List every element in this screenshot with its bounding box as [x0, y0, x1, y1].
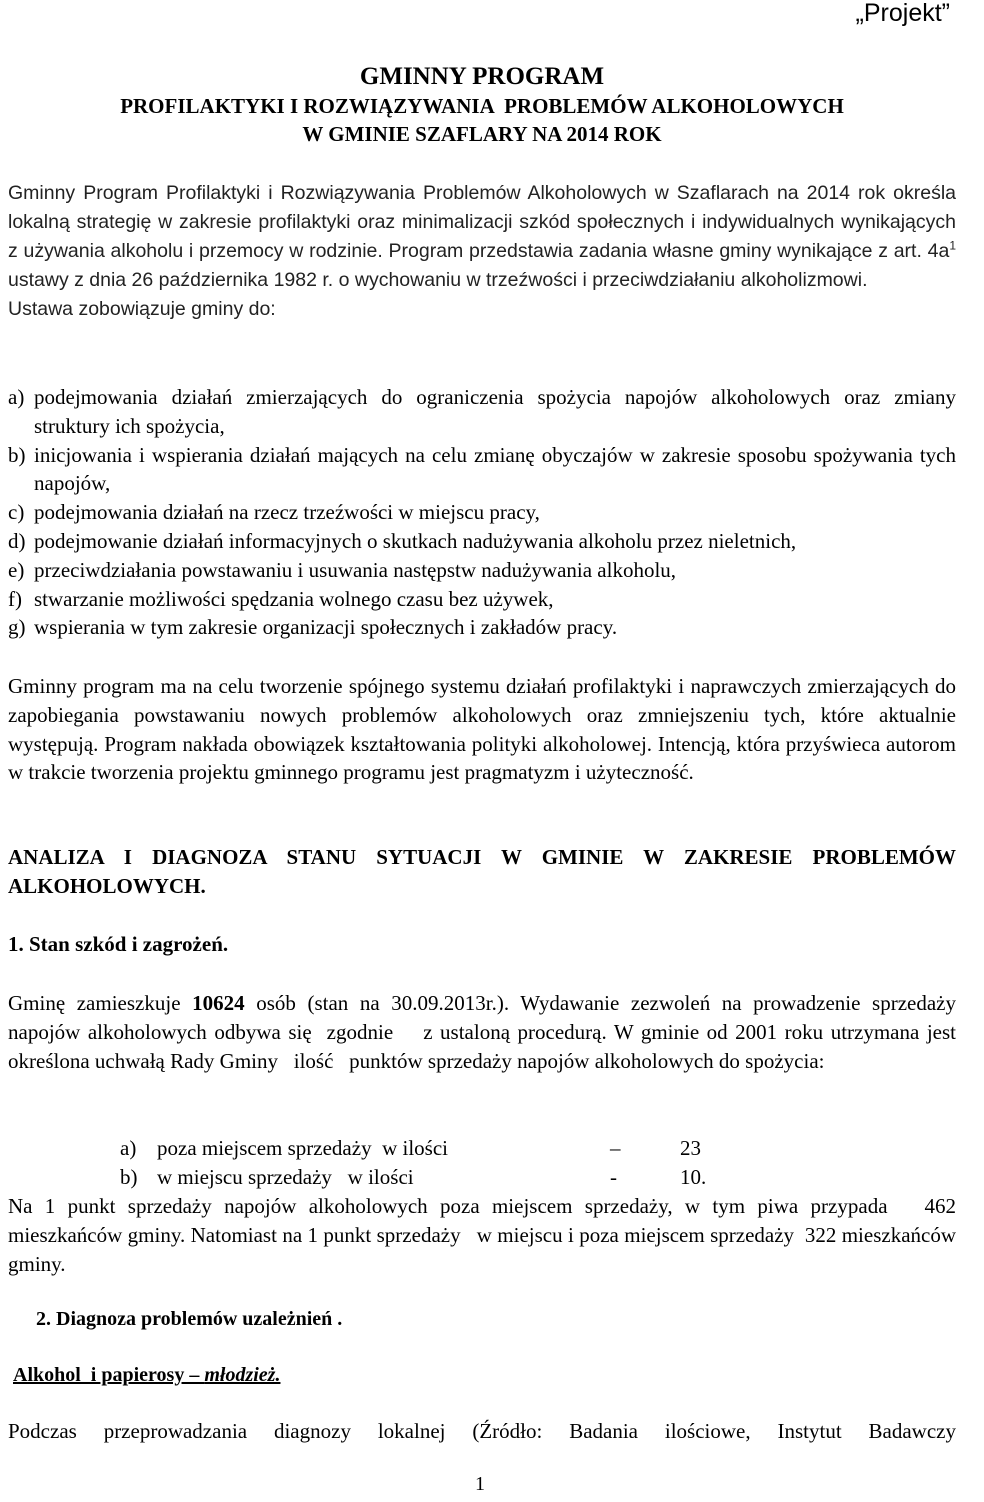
sales-point-dash: -	[610, 1165, 617, 1189]
intro-text-2: ustawy z dnia 26 października 1982 r. o wychowaniu w trzeźwości i przeciwdziałaniu alkoholizmowi.	[8, 269, 868, 291]
list-item	[8, 527, 956, 556]
list-item	[8, 498, 956, 527]
sales-point-label: w miejscu sprzedaży w ilości	[157, 1165, 414, 1189]
list-marker: d)	[8, 528, 26, 553]
obligations-list	[8, 383, 956, 642]
title-line-3: W GMINIE SZAFLARY NA 2014 ROK	[302, 122, 662, 146]
analysis-heading: ANALIZA I DIAGNOZA STANU SYTUACJI W GMINIE W ZAKRESIE PROBLEMÓW ALKOHOLOWYCH.	[8, 845, 956, 898]
list-text: wspierania w tym zakresie organizacji społecznych i zakładów pracy.	[34, 615, 618, 640]
sales-point-dash: –	[610, 1136, 621, 1160]
title-line-2: PROFILAKTYKI I ROZWIĄZYWANIA PROBLEMÓW ALKOHOLOWYCH	[120, 94, 844, 118]
page-number: 1	[475, 1473, 485, 1495]
intro-text-1: Gminny Program Profilaktyki i Rozwiązywania Problemów Alkoholowych w Szaflarach na 2014 rok określa lokalną strategię w zakresie profilaktyki oraz minimalizacji szkód społecznych i indywidualnych wynikających z używania alkoholu i przemocy w rodzinie. Program przedstawia zadania własne gminy wynikające z art. 4a	[8, 182, 956, 262]
list-item	[8, 441, 956, 499]
ratio-paragraph: Na 1 punkt sprzedaży napojów alkoholowych poza miejscem sprzedaży, w tym piwa przypada 462 mieszkańców gminy. Natomiast na 1 punkt sprzedaży w miejscu i poza miejscem sprzedaży 322 mieszkańców gminy.	[8, 1194, 962, 1276]
section-1-heading: 1. Stan szkód i zagrożeń.	[8, 932, 229, 956]
alcohol-subheading-italic: młodzież.	[204, 1364, 281, 1386]
sales-point-label: poza miejscem sprzedaży w ilości	[157, 1136, 448, 1160]
list-item	[8, 613, 956, 642]
alcohol-subheading	[13, 1361, 961, 1390]
list-item	[8, 585, 956, 614]
sales-point-value: 23	[680, 1136, 701, 1160]
section-2-heading: 2. Diagnoza problemów uzależnień .	[36, 1308, 343, 1330]
list-marker: a)	[120, 1136, 137, 1160]
document-title	[8, 62, 956, 148]
list-marker: b)	[120, 1165, 138, 1189]
list-item	[8, 383, 956, 441]
list-marker: a)	[8, 385, 25, 409]
alcohol-subheading-main: Alkohol i papierosy –	[13, 1364, 205, 1386]
list-text: przeciwdziałania powstawaniu i usuwania następstw nadużywania alkoholu,	[34, 557, 677, 582]
population-prefix: Gminę zamieszkuje	[8, 991, 193, 1015]
population-suffix: osób (stan na 30.09.2013r.). Wydawanie zezwoleń na prowadzenie sprzedaży napojów alkoholowych odbywa się zgodnie z ustaloną procedurą. W gminie od 2001 roku utrzymana jest określona uchwałą Rady Gminy ilość punktów sprzedaży napojów alkoholowych do spożycia:	[8, 991, 972, 1073]
sales-point-value: 10.	[680, 1165, 707, 1189]
list-marker: c)	[8, 500, 25, 525]
list-text: podejmowania działań na rzecz trzeźwości w miejscu pracy,	[34, 500, 540, 525]
list-text: podejmowanie działań informacyjnych o skutkach nadużywania alkoholu przez nieletnich,	[34, 528, 797, 553]
population-value: 10624	[192, 991, 245, 1015]
title-line-1: GMINNY PROGRAM	[359, 63, 605, 90]
list-marker: b)	[8, 442, 26, 467]
list-text: inicjowania i wspierania działań mających na celu zmianę obyczajów w zakresie sposobu spożywania tych napojów,	[34, 442, 956, 496]
footnote-marker: 1	[949, 238, 956, 253]
list-text: stwarzanie możliwości spędzania wolnego czasu bez używek,	[34, 586, 554, 611]
list-item	[8, 556, 956, 585]
list-marker: e)	[8, 557, 25, 582]
list-marker: g)	[8, 615, 26, 640]
intro-text-3: Ustawa zobowiązuje gminy do:	[8, 298, 276, 320]
projekt-label: „Projekt”	[855, 0, 950, 27]
list-marker: f)	[8, 586, 22, 611]
list-text: podejmowania działań zmierzających do ograniczenia spożycia napojów alkoholowych oraz zmiany struktury ich spożycia,	[34, 385, 956, 438]
diagnosis-paragraph: Podczas przeprowadzania diagnozy lokalnej (Źródło: Badania ilościowe, Instytut Badawczy	[8, 1419, 956, 1443]
intro-paragraph	[8, 179, 956, 324]
goal-paragraph: Gminny program ma na celu tworzenie spójnego systemu działań profilaktyki i naprawczych zmierzających do zapobiegania powstawaniu nowych problemów alkoholowych oraz zmniejszeniu tych, które aktualnie występują. Program nakłada obowiązek kształtowania polityki alkoholowej. Intencją, która przyświeca autorom w trakcie tworzenia projektu gminnego programu jest pragmatyzm i użyteczność.	[8, 674, 956, 785]
section-1-paragraph	[8, 989, 972, 1075]
